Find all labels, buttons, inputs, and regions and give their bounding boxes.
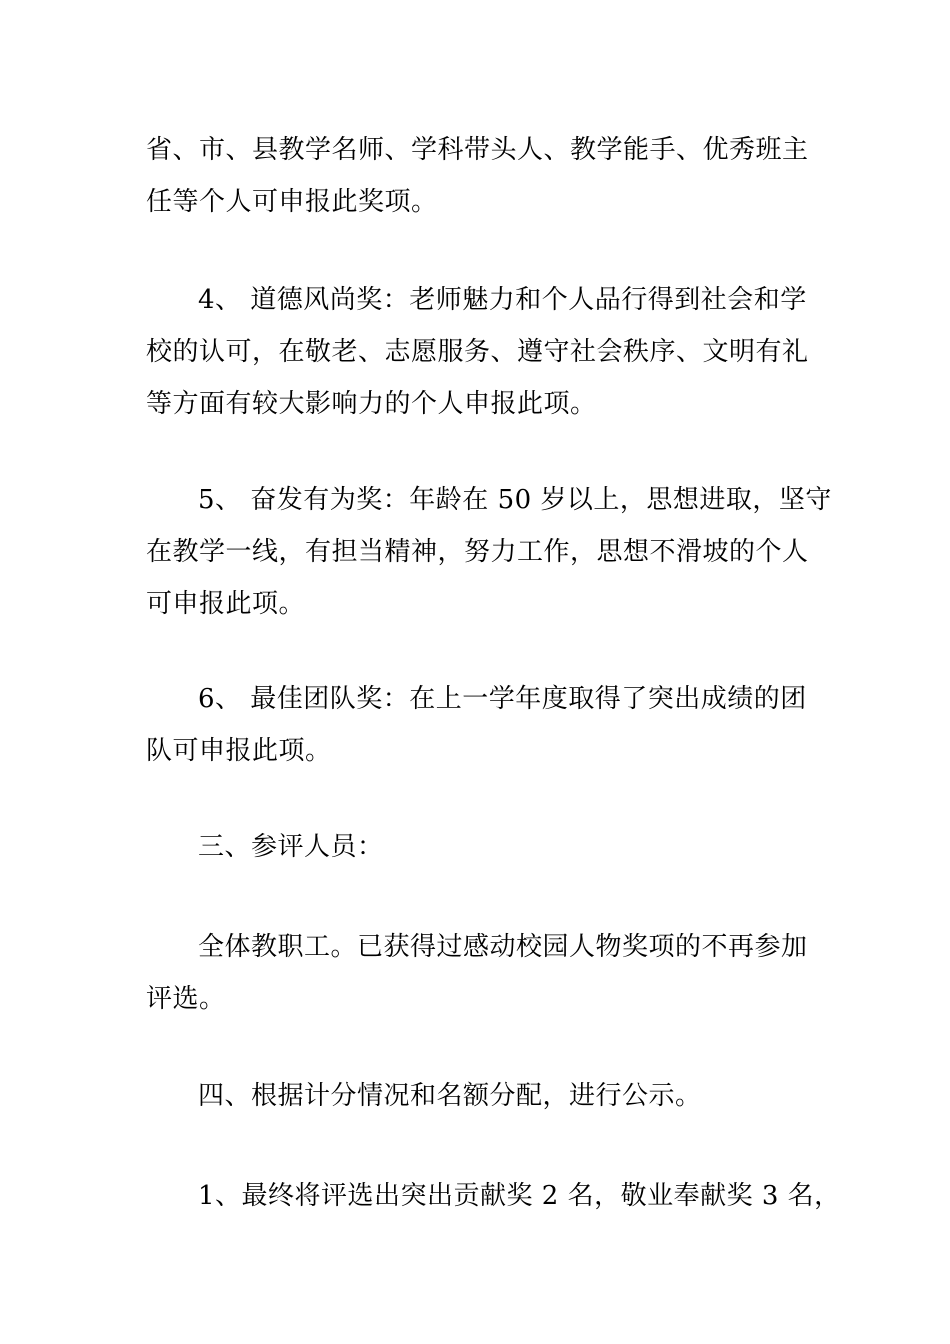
text-line: 可申报此项。 — [146, 589, 306, 619]
paragraph-endeavor-award — [146, 474, 832, 630]
paragraph-award-eligibility-continued — [146, 124, 809, 228]
text-line: 全体教职工。已获得过感动校园人物奖项的不再参加 — [198, 932, 808, 962]
text-line: 队可申报此项。 — [146, 736, 332, 766]
text-line: 省、市、县教学名师、学科带头人、教学能手、优秀班主 — [146, 135, 809, 165]
text-line: 等方面有较大影响力的个人申报此项。 — [146, 389, 597, 419]
text-line: 6、 最佳团队奖：在上一学年度取得了突出成绩的团 — [198, 684, 807, 714]
paragraph-team-award — [146, 673, 806, 777]
text-line: 评选。 — [146, 984, 226, 1014]
text-line: 四、根据计分情况和名额分配，进行公示。 — [198, 1081, 702, 1111]
paragraph-moral-award — [146, 274, 809, 430]
section-heading-participants — [146, 821, 806, 873]
paragraph-participants — [146, 921, 806, 1025]
section-heading-publicity — [146, 1070, 806, 1122]
text-line: 在教学一线，有担当精神，努力工作，思想不滑坡的个人 — [146, 537, 809, 567]
text-line: 4、 道德风尚奖：老师魅力和个人品行得到社会和学 — [198, 285, 807, 315]
paragraph-final-selection — [146, 1170, 841, 1222]
text-line: 三、参评人员： — [198, 832, 384, 862]
text-line: 任等个人可申报此奖项。 — [146, 187, 438, 217]
text-line: 校的认可，在敬老、志愿服务、遵守社会秩序、文明有礼 — [146, 337, 809, 367]
text-line: 5、 奋发有为奖：年龄在 50 岁以上，思想进取，坚守 — [198, 485, 832, 515]
text-line: 1、最终将评选出突出贡献奖 2 名，敬业奉献奖 3 名， — [198, 1181, 841, 1211]
